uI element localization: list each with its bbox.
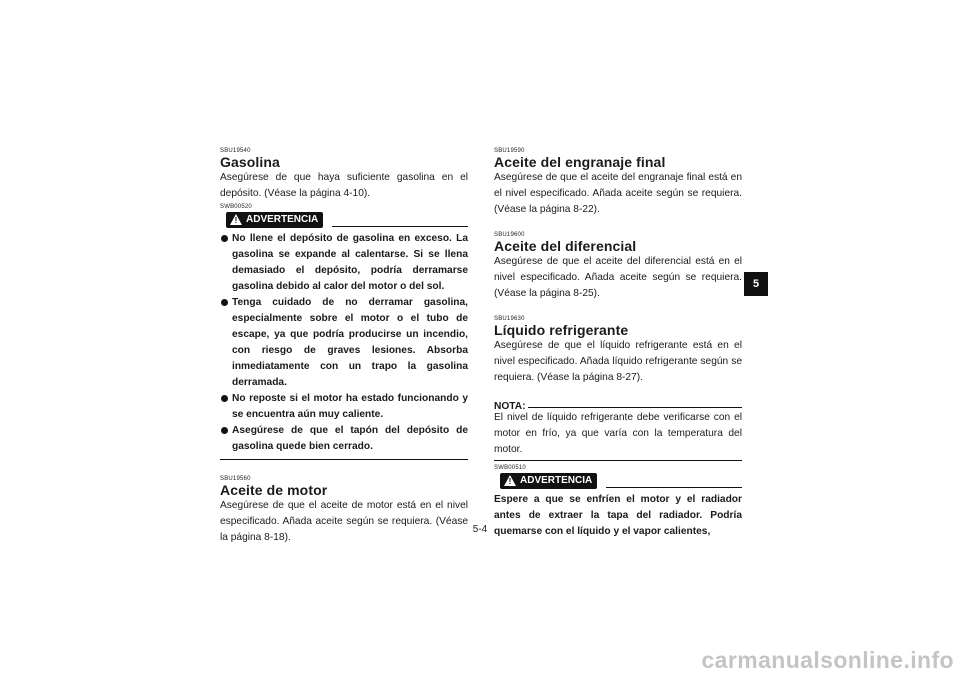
section-code: SBU19540 xyxy=(220,148,251,154)
bullet-dot-icon xyxy=(221,427,228,434)
warning-badge xyxy=(500,473,597,489)
warning-badge xyxy=(226,212,323,228)
warning-triangle-icon: ! xyxy=(504,475,516,486)
section-text-engranaje: Asegúrese de que el aceite del engranaje final está en el nivel especificado. Añada aceite según se requiera. (Véase la página 8-22). xyxy=(494,172,742,215)
warning-triangle-icon: ! xyxy=(230,214,242,225)
warning-header-rule xyxy=(606,487,742,488)
warning-header-rule xyxy=(332,226,468,227)
warning-header xyxy=(220,212,468,229)
page-number: 5-4 xyxy=(472,524,488,535)
warning-text: Espere a que se enfríen el motor y el radiador antes de extraer la tapa del radiador. Podría quemarse con el líquido y el vapor calientes, xyxy=(494,494,742,537)
section-title-engranaje: Aceite del engranaje final xyxy=(494,154,666,170)
chapter-tab: 5 xyxy=(744,272,768,296)
warning-bullet-item: Asegúrese de que el tapón del depósito de gasolina quede bien cerrado. xyxy=(220,423,468,455)
warning-label: ADVERTENCIA xyxy=(246,214,319,225)
right-column xyxy=(494,148,742,540)
warning-end-rule xyxy=(220,459,468,460)
note-end-rule xyxy=(494,460,742,461)
section-title-gasolina: Gasolina xyxy=(220,154,280,170)
section-code: SBU19560 xyxy=(220,476,251,482)
watermark: carmanualsonline.info xyxy=(701,647,954,673)
warning-header xyxy=(494,473,742,490)
section-text-diferencial: Asegúrese de que el aceite del diferencial está en el nivel especificado. Añada aceite según se requiera. (Véase la página 8-25). xyxy=(494,256,742,299)
warning-code: SWB00510 xyxy=(494,465,526,471)
left-column xyxy=(220,148,468,546)
bullet-dot-icon xyxy=(221,235,228,242)
bullet-dot-icon xyxy=(221,395,228,402)
note-header xyxy=(494,396,742,410)
section-code: SBU19590 xyxy=(494,148,525,154)
section-title-refrigerante: Líquido refrigerante xyxy=(494,322,629,338)
section-title-diferencial: Aceite del diferencial xyxy=(494,238,637,254)
note-text: El nivel de líquido refrigerante debe verificarse con el motor en frío, ya que varía con la temperatura del motor. xyxy=(494,412,742,455)
warning-bullet-item: No llene el depósito de gasolina en exceso. La gasolina se expande al calentarse. Si se llena demasiado el depósito, podría derramarse gasolina debido al calor del motor o del sol. xyxy=(220,231,468,295)
section-text-refrigerante: Asegúrese de que el líquido refrigerante está en el nivel especificado. Añada líquido refrigerante según se requiera. (Véase la página 8-27). xyxy=(494,340,742,383)
warning-bullet-list xyxy=(220,231,468,455)
section-title-aceite-motor: Aceite de motor xyxy=(220,482,328,498)
warning-bullet-item: No reposte si el motor ha estado funcionando y se encuentra aún muy caliente. xyxy=(220,391,468,423)
section-code: SBU19630 xyxy=(494,316,525,322)
section-text-aceite-motor: Asegúrese de que el aceite de motor está en el nivel especificado. Añada aceite según se requiera. (Véase la página 8-18). xyxy=(220,500,468,543)
section-text-gasolina: Asegúrese de que haya suficiente gasolina en el depósito. (Véase la página 4-10). xyxy=(220,172,468,199)
note-header-rule xyxy=(528,407,742,408)
warning-bullet-item: Tenga cuidado de no derramar gasolina, especialmente sobre el motor o el tubo de escape, ya que podría producirse un incendio, con riesgo de graves lesiones. Absorba inmediatamente con un trapo la gasolina derramada. xyxy=(220,295,468,391)
note-label: NOTA: xyxy=(494,401,526,412)
bullet-dot-icon xyxy=(221,299,228,306)
warning-label: ADVERTENCIA xyxy=(520,475,593,486)
warning-code: SWB00520 xyxy=(220,204,252,210)
section-code: SBU19600 xyxy=(494,232,525,238)
